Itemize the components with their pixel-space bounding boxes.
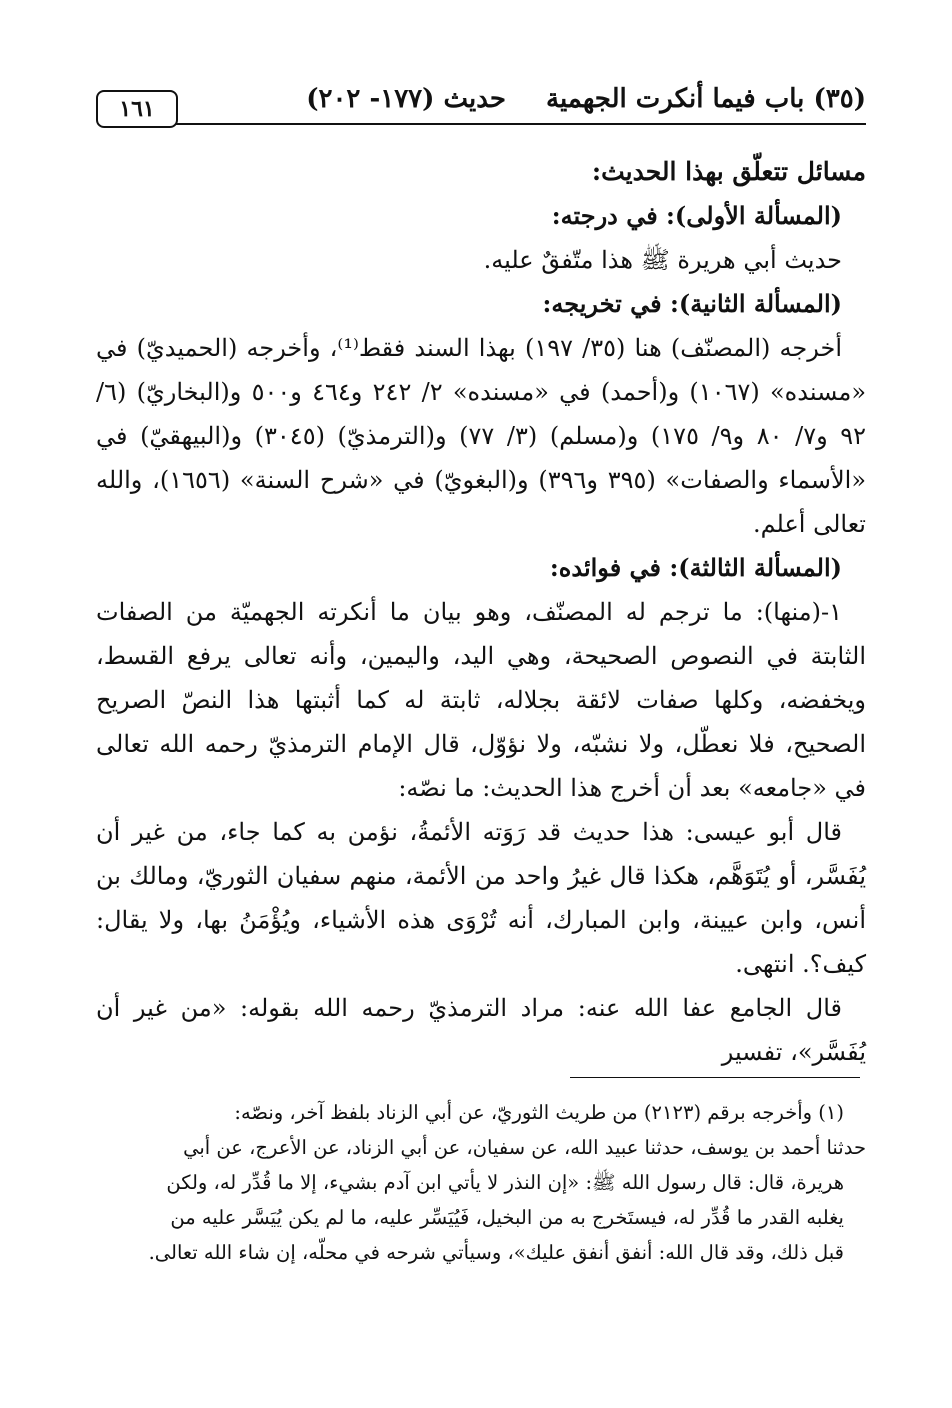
footnote-line: (١) وأخرجه برقم (٢١٢٣) من طريث الثوريّ، عن أبي الزناد بلفظ آخر، ونصّه: <box>234 1101 844 1124</box>
issue-2-heading: (المسألة الثانية): في تخريجه: <box>542 289 842 318</box>
chapter-title: (٣٥) باب فيما أنكرت الجهمية <box>546 84 866 114</box>
benefit-1-text: ١-(منها): ما ترجم له المصنّف، وهو بيان ما أنكرته الجهميّة من الصفات الثابتة في النصوص الصحيحة، وهي اليد، واليمين، وأنه تعالى يرفع القسط، ويخفضه، وكلها صفات لائقة بجلاله، ثابتة له كما أثبتها هذا النصّ الصريح الصحيح، فلا نعطّل، ولا نشبّه، ولا نؤوّل، قال الإمام الترمذيّ رحمه الله تعالى في «جامعه» بعد أن أخرج هذا الحديث: ما نصّه: <box>96 598 866 802</box>
issue-3-heading: (المسألة الثالثة): في فوائده: <box>549 553 842 582</box>
footnote <box>96 1095 866 1270</box>
header-rule <box>176 123 866 125</box>
issue-2-text: أخرجه (المصنّف) هنا (٣٥/ ١٩٧) بهذا السند فقط⁽¹⁾، وأخرجه (الحميديّ) في «مسنده» (١٠٦٧) و(أحمد) في «مسنده» ٢/ ٢٤٢ و٤٦٤ و٥٠٠ و(البخاريّ) (٦/ ٩٢ و٧/ ٨٠ و٩/ ١٧٥) و(مسلم) (٣/ ٧٧) و(الترمذيّ) (٣٠٤٥) و(البيهقيّ) في «الأسماء والصفات» (٣٩٥ و٣٩٦) و(البغويّ) في «شرح السنة» (١٦٥٦)، والله تعالى أعلم. <box>96 334 867 538</box>
footnote-line: قبل ذلك، وقد قال الله: أنفق أنفق عليك»، وسيأتي شرحه في محلّه، إن شاء الله تعالى. <box>148 1241 844 1264</box>
page-header <box>96 78 866 128</box>
section-title: مسائل تتعلّق بهذا الحديث: <box>591 157 866 186</box>
issue-1-text: حديث أبي هريرة ﷺ هذا متّفقٌ عليه. <box>483 246 842 274</box>
main-text <box>96 150 866 1074</box>
page-number-box <box>96 90 178 128</box>
footnote-line: يغلبه القدر ما قُدِّر له، فيستَخرج به من البخيل، فَيُيَسِّر عليه، ما لم يكن يُيَسَّر عليه من <box>170 1206 844 1229</box>
hadith-range: حديث (١٧٧- ٢٠٢) <box>306 84 506 114</box>
footnote-line: حدثنا أحمد بن يوسف، حدثنا عبيد الله، عن سفيان، عن أبي الزناد، عن الأعرج، عن أبي <box>183 1136 866 1159</box>
compiler-comment: قال الجامع عفا الله عنه: مراد الترمذيّ رحمه الله بقوله: «من غير أن يُفَسَّر»، تفسير <box>96 994 866 1066</box>
tirmidhi-quote: قال أبو عيسى: هذا حديث قد رَوَته الأئمةُ، نؤمن به كما جاء، من غير أن يُفَسَّر، أو يُتَوَهَّم، هكذا قال غيرُ واحد من الأئمة، منهم سفيان الثوريّ، ومالك بن أنس، وابن عيينة، وابن المبارك، أنه تُرْوَى هذه الأشياء، ويُؤْمَنُ بها، ولا يقال: كيف؟. انتهى. <box>96 818 866 978</box>
footnote-rule <box>570 1077 860 1078</box>
page-number: ١٦١ <box>119 96 155 122</box>
issue-1-heading: (المسألة الأولى): في درجته: <box>551 201 842 230</box>
footnote-line: هريرة، قال: قال رسول الله ﷺ: «إن النذر لا يأتي ابن آدم بشيء، إلا ما قُدِّر له، ولكن <box>166 1171 844 1194</box>
